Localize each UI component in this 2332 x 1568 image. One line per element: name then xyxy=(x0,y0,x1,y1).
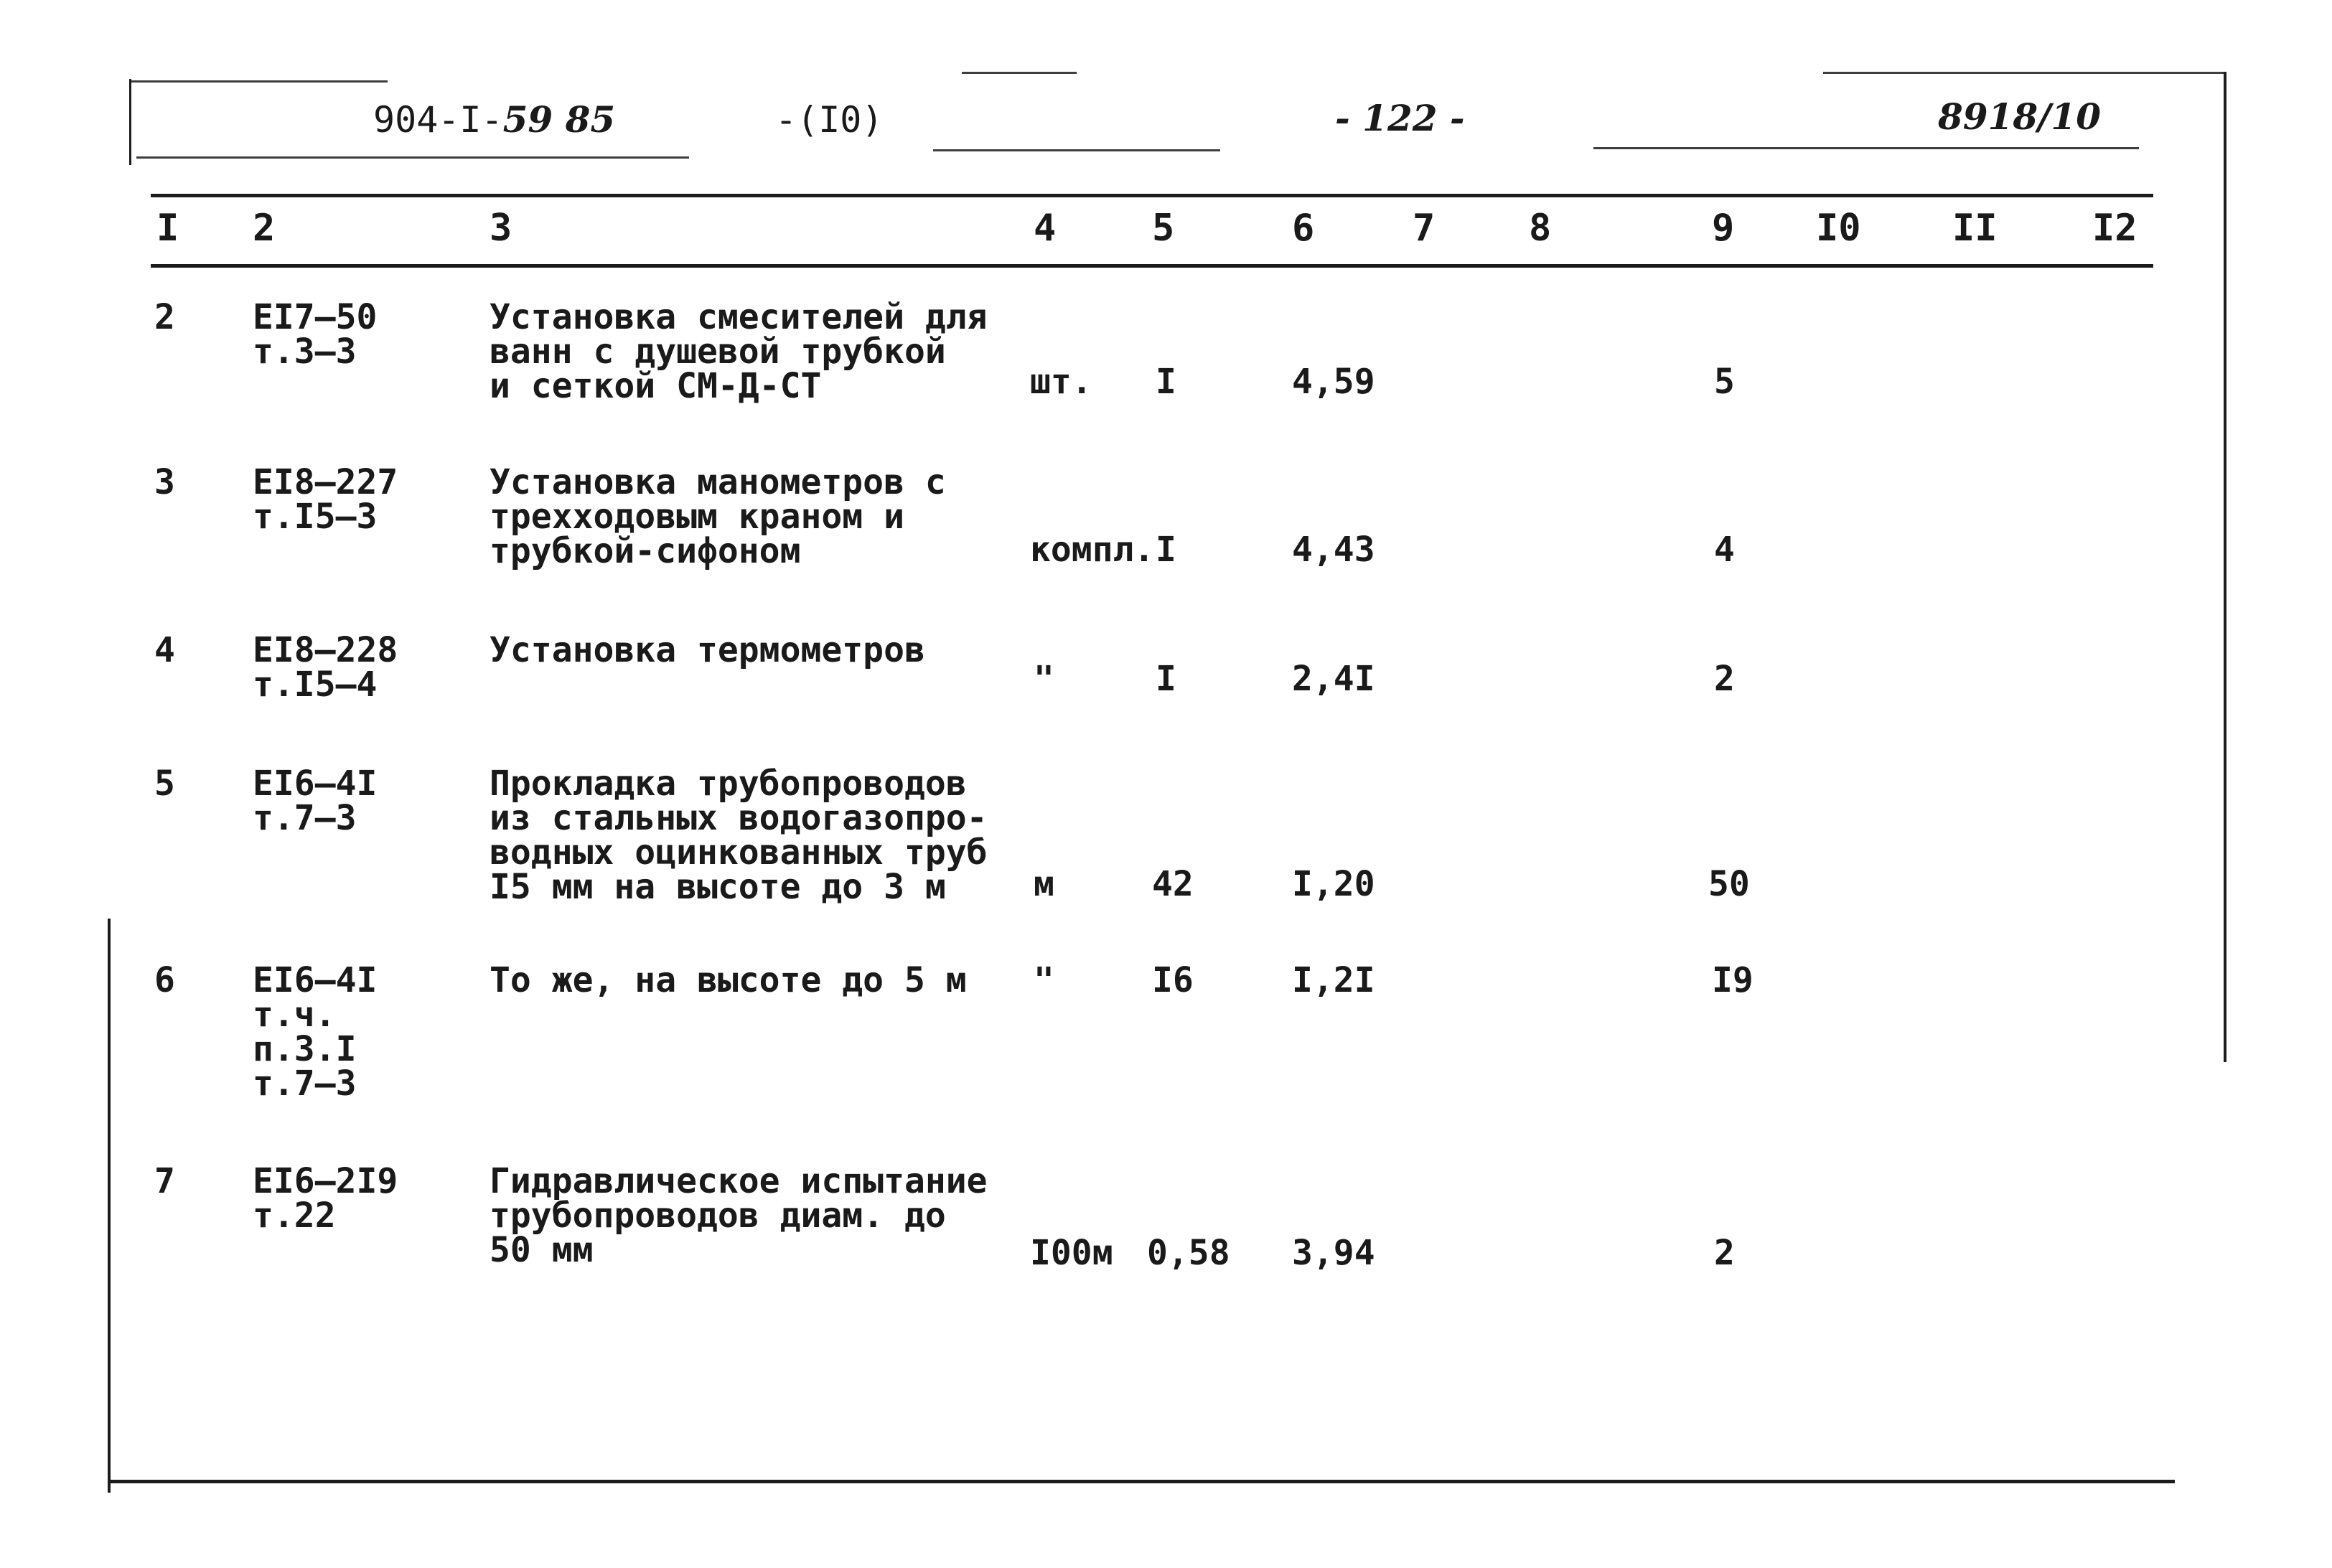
row-number: 4 xyxy=(154,630,175,670)
row-rate: I,20 xyxy=(1292,864,1375,904)
column-header-12: I2 xyxy=(2092,207,2137,250)
row-description: То же, на высоте до 5 м xyxy=(490,960,967,1000)
row-code: EI6–4I т.7–3 xyxy=(253,764,378,838)
column-header-6: 6 xyxy=(1292,207,1315,250)
column-header-3: 3 xyxy=(490,207,512,250)
sheet-reference: -(I0) xyxy=(775,99,884,141)
row-quantity: I xyxy=(1156,530,1176,570)
row-code: EI7–50 т.3–3 xyxy=(253,297,378,372)
table-top-rule xyxy=(151,194,2153,197)
row-code: EI8–228 т.I5–4 xyxy=(253,630,398,705)
left-border xyxy=(129,79,131,165)
row-number: 3 xyxy=(154,462,175,502)
column-header-1: I xyxy=(156,207,179,250)
row-unit: " xyxy=(1034,960,1054,1000)
table-header-rule xyxy=(151,264,2153,268)
column-header-9: 9 xyxy=(1712,207,1735,250)
row-quantity: 0,58 xyxy=(1147,1233,1230,1273)
header-underline-mid xyxy=(933,149,1220,151)
column-header-11: II xyxy=(1952,207,1998,250)
row-description: Гидравлическое испытание трубопроводов диам. до 50 мм xyxy=(490,1161,988,1270)
row-number: 5 xyxy=(154,764,175,804)
document-code xyxy=(373,98,616,141)
row-quantity: I xyxy=(1156,659,1176,699)
document-code-prefix: 904-I- xyxy=(373,99,503,141)
top-border-left xyxy=(129,80,388,83)
left-border-lower xyxy=(108,919,111,1493)
row-total: 4 xyxy=(1714,530,1735,570)
column-header-7: 7 xyxy=(1413,207,1436,250)
row-unit: шт. xyxy=(1030,362,1092,402)
row-total: 2 xyxy=(1714,1233,1735,1273)
row-total: 2 xyxy=(1714,659,1735,699)
document-code-handwritten: 59 85 xyxy=(502,98,616,141)
row-unit: " xyxy=(1034,659,1054,699)
row-rate: 4,43 xyxy=(1292,530,1375,570)
row-description: Прокладка трубопроводов из стальных водогазопро- водных оцинкованных труб I5 мм на высоте до 3 м xyxy=(490,764,988,907)
row-rate: I,2I xyxy=(1292,960,1375,1000)
row-description: Установка смесителей для ванн с душевой трубкой и сеткой СМ-Д-СТ xyxy=(490,297,988,406)
row-quantity: I xyxy=(1156,362,1176,402)
bottom-border xyxy=(108,1480,2175,1483)
column-header-4: 4 xyxy=(1034,207,1057,250)
row-total: I9 xyxy=(1712,960,1753,1000)
row-total: 5 xyxy=(1714,362,1735,402)
row-number: 2 xyxy=(154,297,175,337)
row-unit: I00м xyxy=(1030,1233,1113,1273)
row-quantity: I6 xyxy=(1152,960,1194,1000)
row-code: EI6–4I т.ч. п.3.I т.7–3 xyxy=(253,960,378,1104)
row-description: Установка термометров xyxy=(490,630,925,670)
row-number: 6 xyxy=(154,960,175,1000)
column-header-2: 2 xyxy=(253,207,276,250)
row-description: Установка манометров с трехходовым краном и трубкой-сифоном xyxy=(490,462,946,571)
column-header-10: I0 xyxy=(1816,207,1861,250)
row-rate: 3,94 xyxy=(1292,1233,1375,1273)
row-code: EI8–227 т.I5–3 xyxy=(253,462,398,537)
row-rate: 4,59 xyxy=(1292,362,1375,402)
top-border-mid xyxy=(962,72,1077,74)
header-underline-left xyxy=(136,156,689,159)
row-rate: 2,4I xyxy=(1292,659,1375,699)
column-header-5: 5 xyxy=(1152,207,1175,250)
right-border xyxy=(2224,72,2226,1062)
page-number: - 122 - xyxy=(1335,97,1465,139)
row-quantity: 42 xyxy=(1152,864,1194,904)
column-header-8: 8 xyxy=(1529,207,1552,250)
row-unit: м xyxy=(1034,864,1054,904)
row-total: 50 xyxy=(1708,864,1750,904)
top-border-right xyxy=(1823,72,2225,74)
row-code: EI6–2I9 т.22 xyxy=(253,1161,398,1236)
row-unit: компл. xyxy=(1030,530,1155,570)
header-underline-right xyxy=(1593,147,2139,149)
row-number: 7 xyxy=(154,1161,175,1201)
document-number: 8918/10 xyxy=(1938,95,2102,138)
